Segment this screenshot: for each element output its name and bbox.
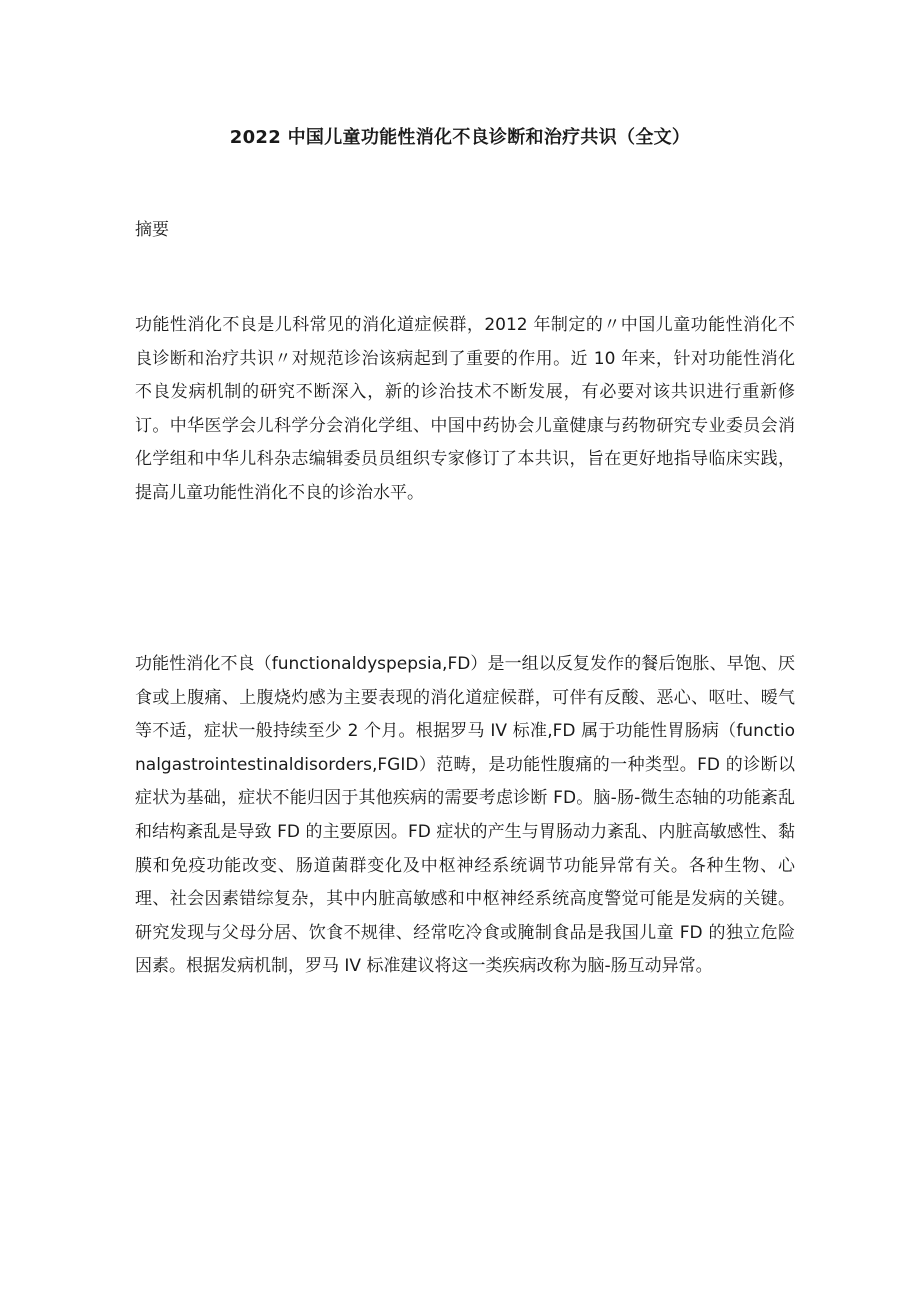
abstract-heading: 摘要	[135, 220, 169, 240]
document-title: 2022 中国儿童功能性消化不良诊断和治疗共识（全文）	[229, 127, 691, 148]
definition-paragraph: 功能性消化不良（functionaldyspepsia,FD）是一组以反复发作的餐后饱胀、早饱、厌食或上腹痛、上腹烧灼感为主要表现的消化道症候群，可伴有反酸、恶心、呕吐、暧气等不适，症状一般持续至少 2 个月。根据罗马 IV 标准,FD 属于功能性胃肠病（functionalgastrointestinaldisorders,FGID）范畴，是功能性腹痛的一种类型。FD 的诊断以症状为基础，症状不能归因于其他疾病的需要考虑诊断 FD。脑-肠-微生态轴的功能紊乱和结构紊乱是导致 FD 的主要原因。FD 症状的产生与胃肠动力紊乱、内脏高敏感性、黏膜和免疫功能改变、肠道菌群变化及中枢神经系统调节功能异常有关。各种生物、心理、社会因素错综复杂，其中内脏高敏感和中枢神经系统高度警觉可能是发病的关键。研究发现与父母分居、饮食不规律、经常吃冷食或腌制食品是我国儿童 FD 的独立危险因素。根据发病机制，罗马 IV 标准建议将这一类疾病改称为脑-肠互动异常。	[135, 654, 795, 977]
abstract-paragraph: 功能性消化不良是儿科常见的消化道症候群，2012 年制定的〃中国儿童功能性消化不良诊断和治疗共识〃对规范诊治该病起到了重要的作用。近 10 年来，针对功能性消化不良发病机制的研究不断深入，新的诊治技术不断发展，有必要对该共识进行重新修订。中华医学会儿科学分会消化学组、中国中药协会儿童健康与药物研究专业委员会消化学组和中华儿科杂志编辑委员员组织专家修订了本共识，旨在更好地指导临床实践，提高儿童功能性消化不良的诊治水平。	[135, 315, 795, 503]
